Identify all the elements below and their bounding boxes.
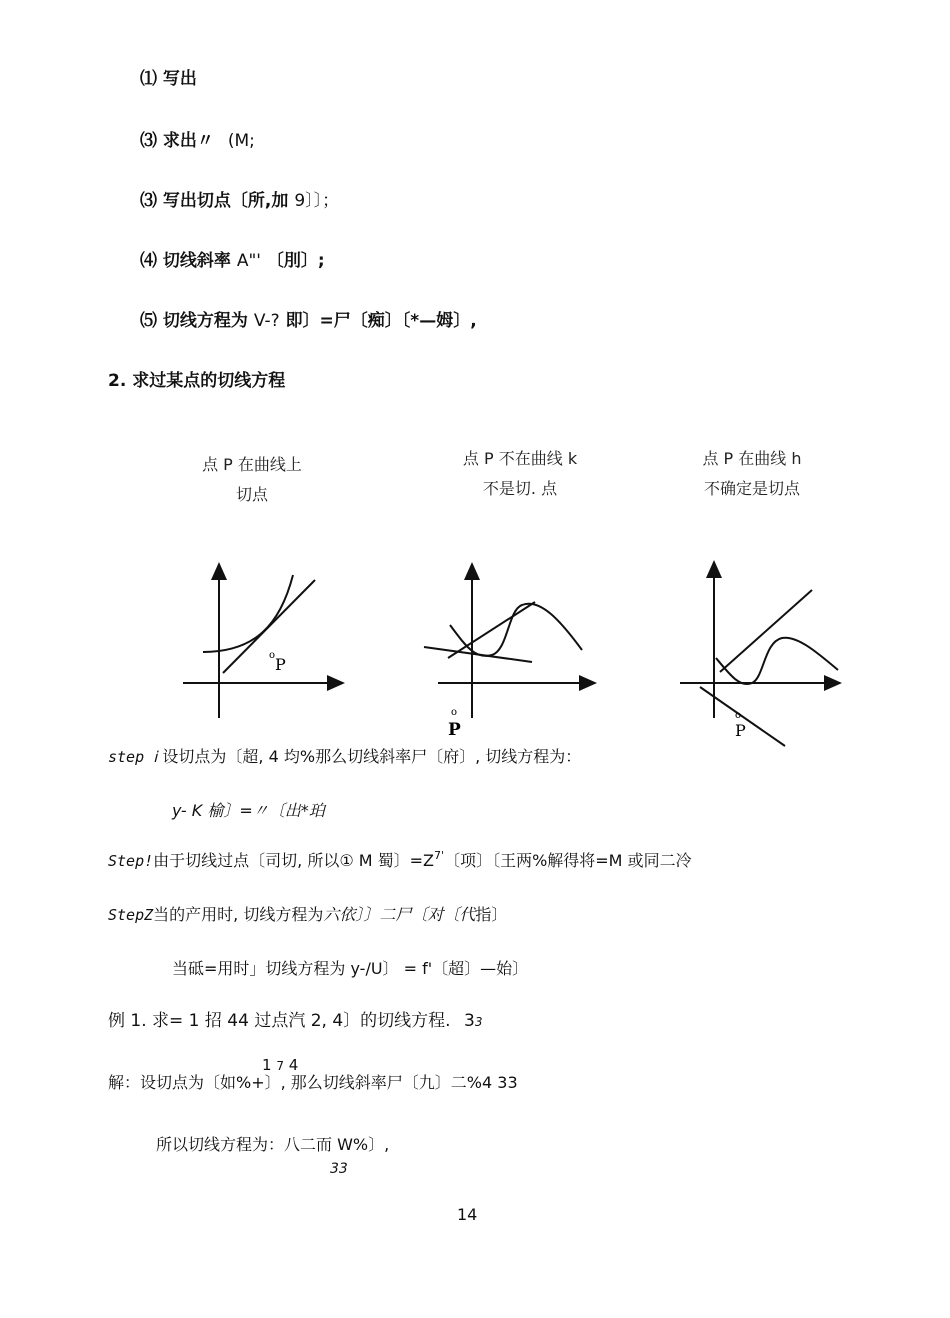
- step-tail: 〔项〕〔王两%解得将=M 或同二冷: [444, 851, 692, 870]
- example-1: [108, 1010, 482, 1033]
- item-tail: 9〕〕；: [294, 191, 340, 211]
- solution-line: [108, 1072, 518, 1094]
- point-label: P: [735, 721, 746, 740]
- case-caption-line: 点 P 不在曲线 k: [462, 449, 578, 468]
- item-number: ⑶: [140, 191, 157, 211]
- fraction-right: 4: [288, 1056, 299, 1074]
- conclusion-line: 所以切线方程为：八二而 W%〕,: [156, 1135, 390, 1154]
- fraction-numerator: 1: [262, 1056, 272, 1074]
- page-number: 14: [457, 1205, 478, 1224]
- step-text: 设切点为〔超, 4 均%那么切线斜率尸〔府〕, 切线方程为：: [162, 747, 582, 766]
- step-4: 当砥=用时」切线方程为 y-/U〕 = f'〔超〕—始〕: [172, 959, 529, 978]
- step-2: [108, 850, 692, 874]
- tangent-graph-uncertain: [672, 550, 850, 750]
- item-text: 求出〃: [162, 131, 214, 151]
- item-tail: 〔刖〕;: [266, 251, 325, 271]
- point-marker: o: [269, 650, 276, 661]
- point-marker: o: [735, 710, 742, 721]
- step-1: [108, 746, 581, 768]
- case-caption-line: 点 P 在曲线上: [202, 455, 302, 474]
- step-label: Step!: [108, 852, 154, 870]
- tangent-line-2: [424, 647, 532, 662]
- item-1: [140, 68, 197, 90]
- item-text: 写出切点〔所,加: [162, 191, 289, 211]
- item-text: 切线斜率: [162, 251, 231, 271]
- item-number: ⑴: [140, 69, 157, 89]
- curve: [450, 604, 582, 656]
- item-5: [140, 310, 477, 332]
- case-caption-line: 点 P 在曲线 h: [702, 449, 802, 468]
- example-text: 例 1. 求= 1 招 44 过点汽 2, 4〕的切线方程.: [108, 1011, 451, 1031]
- case-caption-line: 切点: [235, 485, 268, 504]
- item-tail: 即〕=尸〔痴〕〔*—姆〕,: [285, 311, 477, 331]
- fraction-mid: 7: [276, 1059, 284, 1073]
- case-caption-line: 不确定是切点: [703, 479, 800, 498]
- point-label: P: [275, 655, 286, 674]
- item-mid: V-?: [253, 311, 280, 331]
- case-caption-2: [420, 444, 620, 504]
- step-tail: 指〕: [475, 905, 508, 924]
- step-text: 由于切线过点〔司切, 所以① M 蜀〕=Z: [153, 851, 435, 870]
- solution-tail: 〕, 那么切线斜率尸〔九〕二%4 33: [264, 1073, 518, 1092]
- section-title: 2. 求过某点的切线方程: [108, 371, 286, 391]
- case-caption-1: [152, 450, 352, 510]
- curve: [716, 638, 838, 684]
- tangent-graph-off-curve: [420, 550, 610, 740]
- example-number-italic: 3: [474, 1015, 483, 1029]
- item-3: [140, 190, 339, 212]
- item-number: ⑶: [140, 131, 157, 151]
- item-text: 切线方程为: [162, 311, 248, 331]
- curve: [203, 575, 293, 652]
- conclusion-sub: 33: [330, 1161, 348, 1177]
- point-label: P: [448, 720, 461, 740]
- item-2: [140, 130, 255, 152]
- item-4: [140, 250, 325, 272]
- item-text: 写出: [162, 69, 197, 89]
- step-label: StepZ: [108, 906, 154, 924]
- example-number: 3: [464, 1011, 475, 1031]
- item-mid: A"': [236, 251, 261, 271]
- point-marker: o: [451, 707, 458, 718]
- item-number: ⑷: [140, 251, 157, 271]
- step-label: step ⅰ: [108, 748, 158, 766]
- step-text: 当的产用时, 切线方程为: [153, 905, 324, 924]
- case-caption-line: 不是切. 点: [482, 479, 558, 498]
- step-italic: 六依〕〕二尸〔对〔代: [323, 905, 476, 924]
- tangent-graph-on-curve: [175, 550, 360, 730]
- equation-1: y- K 榆〕=〃〔出*珀: [172, 801, 325, 820]
- step-3: [108, 904, 507, 926]
- step-superscript: 7': [434, 849, 445, 862]
- solution-text: 解：设切点为〔如%+: [108, 1073, 265, 1092]
- case-caption-3: [652, 444, 852, 504]
- item-tail: (M;: [227, 131, 255, 151]
- tangent-line: [448, 602, 535, 658]
- item-number: ⑸: [140, 311, 157, 331]
